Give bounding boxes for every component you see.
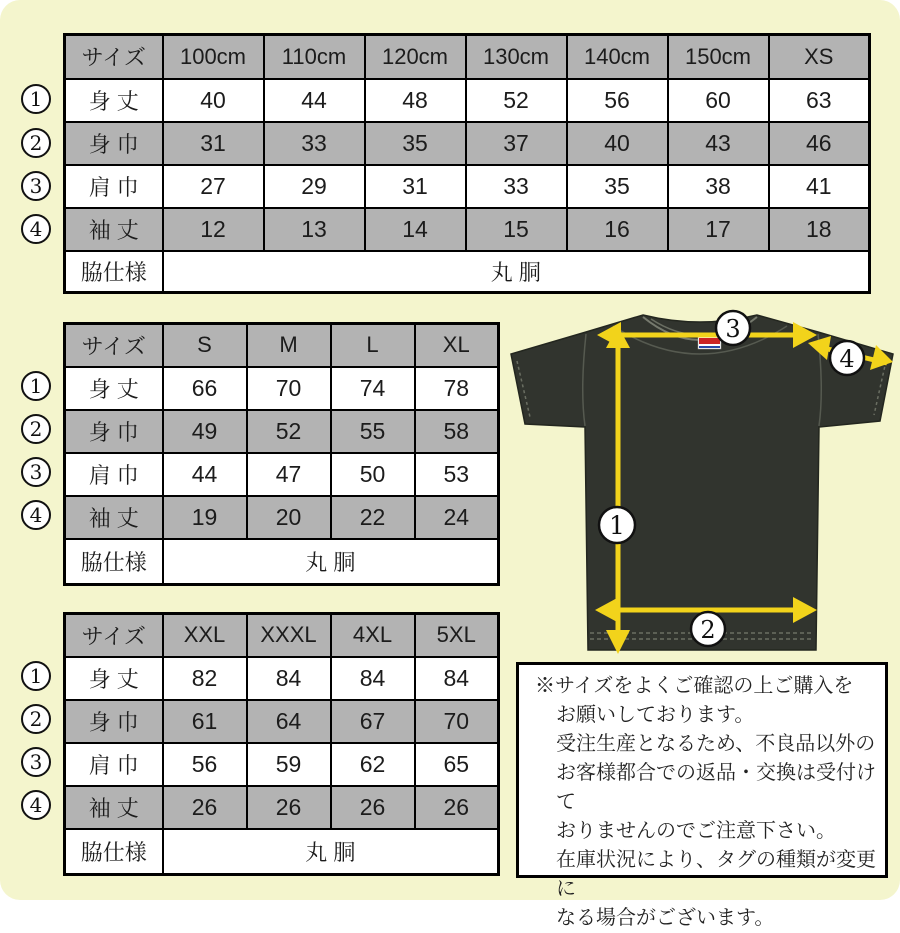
marker-3-shoulder-width: 3 <box>21 747 51 777</box>
cell: 56 <box>567 79 668 122</box>
header-cell: XL <box>415 324 499 367</box>
marker-1-body-length: 1 <box>21 371 51 401</box>
cell: 12 <box>163 208 264 251</box>
cell: 64 <box>247 700 331 743</box>
cell: 66 <box>163 367 247 410</box>
cell: 52 <box>247 410 331 453</box>
cell: 82 <box>163 657 247 700</box>
row-label: 身 巾 <box>65 410 163 453</box>
tshirt-measurement-diagram <box>495 300 900 665</box>
note-line: おりませんのでご注意下さい。 <box>556 820 836 842</box>
marker-3-shoulder-width <box>716 311 750 345</box>
table-footer-row <box>65 251 870 293</box>
note-line: ※サイズをよくご確認の上ご購入を <box>535 675 854 697</box>
cell: 70 <box>247 367 331 410</box>
marker-1-body-length: 1 <box>21 661 51 691</box>
row-label: 身 巾 <box>65 122 163 165</box>
cell: 44 <box>264 79 365 122</box>
table-header-row <box>65 35 870 79</box>
header-cell: 130cm <box>466 35 567 79</box>
cell: 40 <box>567 122 668 165</box>
cell: 52 <box>466 79 567 122</box>
adult-size-table <box>63 322 500 586</box>
row-label: 肩 巾 <box>65 453 163 496</box>
marker-2-body-width: 2 <box>21 128 51 158</box>
note-line: なる場合がございます。 <box>556 907 775 929</box>
table-row <box>65 122 870 165</box>
table-row <box>65 453 499 496</box>
table-row <box>65 786 499 829</box>
row-label: 肩 巾 <box>65 165 163 208</box>
svg-text:1: 1 <box>609 511 625 540</box>
table-row <box>65 743 499 786</box>
cell: 35 <box>567 165 668 208</box>
cell: 53 <box>415 453 499 496</box>
cell: 26 <box>331 786 415 829</box>
big-size-table <box>63 612 500 876</box>
header-cell: L <box>331 324 415 367</box>
side-spec-label: 脇仕様 <box>65 539 163 585</box>
header-cell: 110cm <box>264 35 365 79</box>
row-label: 身 丈 <box>65 79 163 122</box>
row-label: 袖 丈 <box>65 208 163 251</box>
marker-1-body-length: 1 <box>21 84 51 114</box>
cell: 50 <box>331 453 415 496</box>
side-spec-label: 脇仕様 <box>65 829 163 875</box>
row-label: 身 巾 <box>65 700 163 743</box>
cell: 33 <box>264 122 365 165</box>
marker-2-body-width: 2 <box>21 414 51 444</box>
cell: 26 <box>163 786 247 829</box>
cell: 19 <box>163 496 247 539</box>
marker-4-sleeve-length <box>830 341 864 375</box>
cell: 31 <box>365 165 466 208</box>
cell: 65 <box>415 743 499 786</box>
cell: 47 <box>247 453 331 496</box>
side-spec-value: 丸 胴 <box>163 251 870 293</box>
side-spec-value: 丸 胴 <box>163 829 499 875</box>
cell: 41 <box>769 165 870 208</box>
side-spec-value: 丸 胴 <box>163 539 499 585</box>
marker-3-shoulder-width: 3 <box>21 171 51 201</box>
table-row <box>65 700 499 743</box>
cell: 46 <box>769 122 870 165</box>
table-row <box>65 79 870 122</box>
cell: 22 <box>331 496 415 539</box>
cell: 59 <box>247 743 331 786</box>
table-row <box>65 367 499 410</box>
row-label: 身 丈 <box>65 367 163 410</box>
table-row <box>65 657 499 700</box>
cell: 15 <box>466 208 567 251</box>
cell: 61 <box>163 700 247 743</box>
header-cell: XXL <box>163 614 247 657</box>
header-cell: 120cm <box>365 35 466 79</box>
cell: 14 <box>365 208 466 251</box>
cell: 43 <box>668 122 769 165</box>
marker-4-sleeve-length: 4 <box>21 500 51 530</box>
marker-2-body-width: 2 <box>21 704 51 734</box>
header-cell: 5XL <box>415 614 499 657</box>
marker-4-sleeve-length: 4 <box>21 790 51 820</box>
cell: 48 <box>365 79 466 122</box>
note-line: お願いしております。 <box>556 704 755 726</box>
header-cell: 100cm <box>163 35 264 79</box>
purchase-note-box <box>516 662 888 929</box>
marker-2-body-width <box>691 612 725 646</box>
row-label: 身 丈 <box>65 657 163 700</box>
cell: 17 <box>668 208 769 251</box>
cell: 67 <box>331 700 415 743</box>
cell: 84 <box>247 657 331 700</box>
cell: 24 <box>415 496 499 539</box>
cell: 40 <box>163 79 264 122</box>
cell: 20 <box>247 496 331 539</box>
kids-size-table <box>63 33 871 294</box>
cell: 55 <box>331 410 415 453</box>
header-cell: サイズ <box>65 324 163 367</box>
cell: 44 <box>163 453 247 496</box>
table-header-row <box>65 614 499 657</box>
cell: 84 <box>415 657 499 700</box>
cell: 18 <box>769 208 870 251</box>
svg-text:2: 2 <box>700 616 716 644</box>
header-cell: 150cm <box>668 35 769 79</box>
cell: 35 <box>365 122 466 165</box>
row-label: 袖 丈 <box>65 786 163 829</box>
cell: 29 <box>264 165 365 208</box>
header-cell: 140cm <box>567 35 668 79</box>
table-row <box>65 410 499 453</box>
header-cell: XS <box>769 35 870 79</box>
note-line: 在庫状況により、タグの種類が変更に <box>556 849 876 900</box>
svg-text:4: 4 <box>839 345 855 373</box>
header-cell: XXXL <box>247 614 331 657</box>
cell: 56 <box>163 743 247 786</box>
table-footer-row <box>65 539 499 585</box>
neck-brand-tag <box>698 337 721 349</box>
cell: 62 <box>331 743 415 786</box>
cell: 27 <box>163 165 264 208</box>
cell: 13 <box>264 208 365 251</box>
cell: 58 <box>415 410 499 453</box>
cell: 63 <box>769 79 870 122</box>
cell: 26 <box>415 786 499 829</box>
header-cell: サイズ <box>65 35 163 79</box>
note-line: お客様都合での返品・交換は受付けて <box>556 762 876 813</box>
cell: 70 <box>415 700 499 743</box>
marker-3-shoulder-width: 3 <box>21 457 51 487</box>
marker-4-sleeve-length: 4 <box>21 214 51 244</box>
note-line: 受注生産となるため、不良品以外の <box>556 733 876 755</box>
header-cell: M <box>247 324 331 367</box>
cell: 33 <box>466 165 567 208</box>
cell: 84 <box>331 657 415 700</box>
header-cell: S <box>163 324 247 367</box>
cell: 60 <box>668 79 769 122</box>
cell: 26 <box>247 786 331 829</box>
cell: 49 <box>163 410 247 453</box>
cell: 37 <box>466 122 567 165</box>
cell: 31 <box>163 122 264 165</box>
side-spec-label: 脇仕様 <box>65 251 163 293</box>
table-row <box>65 208 870 251</box>
svg-text:3: 3 <box>725 315 741 343</box>
cell: 16 <box>567 208 668 251</box>
table-header-row <box>65 324 499 367</box>
row-label: 肩 巾 <box>65 743 163 786</box>
header-cell: 4XL <box>331 614 415 657</box>
marker-1-body-length <box>599 507 635 543</box>
table-footer-row <box>65 829 499 875</box>
header-cell: サイズ <box>65 614 163 657</box>
table-row <box>65 165 870 208</box>
cell: 38 <box>668 165 769 208</box>
table-row <box>65 496 499 539</box>
cell: 78 <box>415 367 499 410</box>
row-label: 袖 丈 <box>65 496 163 539</box>
cell: 74 <box>331 367 415 410</box>
